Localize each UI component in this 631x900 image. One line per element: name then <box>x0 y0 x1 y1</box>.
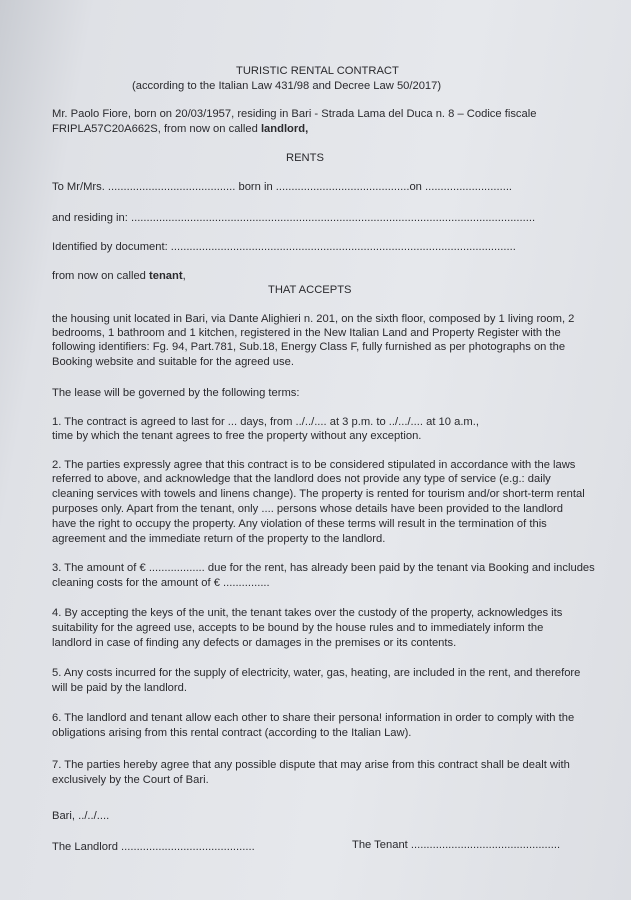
tenant-label: tenant <box>149 270 183 282</box>
clause-2-line-2: referred to above, and acknowledge that the landlord does not provide any type of service (e.g.: daily <box>52 473 551 485</box>
tenant-name-field: To Mr/Mrs. ......................................... born in ...........................................on ............................ <box>52 181 513 193</box>
housing-unit-line-1: the housing unit located in Bari, via Dante Alighieri n. 201, on the sixth floor, composed by 1 living room, 2 <box>52 313 575 325</box>
housing-unit-line-4: Booking website and suitable for the agreed use. <box>52 356 294 368</box>
clause-2-line-5: have the right to occupy the property. Any violation of these terms will result in the termination of this <box>52 518 547 530</box>
landlord-intro-line2 <box>52 122 308 137</box>
clause-6-line-2: obligations arising from this rental contract (according to the Italian Law). <box>52 727 412 739</box>
clause-2-line-1: 2. The parties expressly agree that this contract is to be considered stipulated in accordance with the laws <box>52 459 576 471</box>
clause-5-line-1: 5. Any costs incurred for the supply of electricity, water, gas, heating, are included in the rent, and therefore <box>52 667 581 679</box>
landlord-label: landlord, <box>260 123 309 135</box>
tenant-called-suffix: , <box>182 270 186 282</box>
landlord-signature-line: The Landlord ........................................... <box>52 841 255 853</box>
housing-unit-line-3: following identifiers: Fg. 94, Part.781, Sub.18, Energy Class F, fully furnished as per photographs on the <box>52 341 566 353</box>
landlord-intro-line1: Mr. Paolo Fiore, born on 20/03/1957, residing in Bari - Strada Lama del Duca n. 8 – Codice fiscale <box>52 108 537 120</box>
tenant-document-field: Identified by document: ............................................................................................................... <box>52 241 516 253</box>
contract-subtitle: (according to the Italian Law 431/98 and Decree Law 50/2017) <box>132 80 442 92</box>
clause-2-line-6: agreement and the immediate return of the property to the landlord. <box>52 533 386 545</box>
tenant-called-text: from now on called <box>52 270 150 282</box>
landlord-intro-text: FRIPLA57C20A662S, from now on called <box>52 123 261 135</box>
contract-title: TURISTIC RENTAL CONTRACT <box>236 65 399 77</box>
housing-unit-line-2: bedrooms, 1 bathroom and 1 kitchen, registered in the New Italian Land and Property Register with the <box>52 327 561 339</box>
place-date: Bari, ../../.... <box>52 810 110 822</box>
clause-4-line-2: suitability for the agreed use, accepts to be bound by the house rules and to immediately inform the <box>52 622 544 634</box>
clause-3-line-2: cleaning costs for the amount of € ............... <box>52 577 270 589</box>
clause-2-line-4: purposes only. Apart from the tenant, only .... persons whose details have been provided to the landlord <box>52 503 564 515</box>
clause-4-line-3: landlord in case of finding any defects or damages in the premises or its contents. <box>52 637 457 649</box>
tenant-residence-field: and residing in: .................................................................................................................................. <box>52 212 536 224</box>
that-accepts-heading: THAT ACCEPTS <box>268 284 352 296</box>
clause-1-line-1: 1. The contract is agreed to last for ... days, from ../../.... at 3 p.m. to ../.../.... at 10 a.m., <box>52 416 479 428</box>
clause-4-line-1: 4. By accepting the keys of the unit, the tenant takes over the custody of the property, acknowledges its <box>52 607 563 619</box>
tenant-signature-line: The Tenant ................................................ <box>352 839 561 851</box>
clause-5-line-2: will be paid by the landlord. <box>52 682 187 694</box>
rents-heading: RENTS <box>286 152 324 164</box>
clause-2-line-3: cleaning services with towels and linens change). The property is rented for tourism and/or short-term rental <box>52 488 585 500</box>
clause-6-line-1: 6. The landlord and tenant allow each other to share their persona! information in order to comply with the <box>52 712 575 724</box>
tenant-called-line <box>52 269 186 284</box>
clause-3-line-1: 3. The amount of € .................. due for the rent, has already been paid by the tenant via Booking and includes <box>52 562 595 574</box>
clause-7-line-1: 7. The parties hereby agree that any possible dispute that may arise from this contract shall be dealt with <box>52 759 570 771</box>
clause-7-line-2: exclusively by the Court of Bari. <box>52 774 209 786</box>
lease-terms-intro: The lease will be governed by the following terms: <box>52 387 300 399</box>
clause-1-line-2: time by which the tenant agrees to free the property without any exception. <box>52 430 422 442</box>
